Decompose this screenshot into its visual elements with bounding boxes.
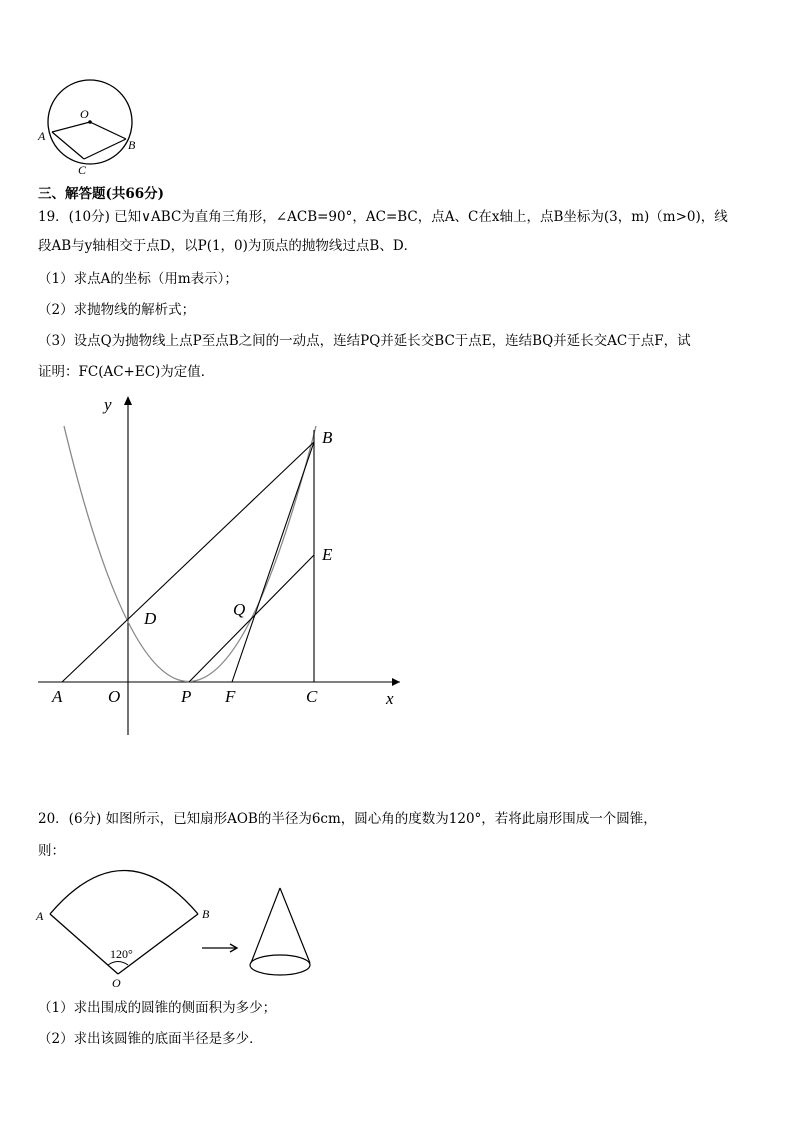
label-o: O [108, 687, 121, 706]
section-title: 三、解答题(共66分) [38, 186, 165, 202]
label-c: C [306, 687, 318, 706]
line-ab [62, 442, 314, 682]
label-y: y [104, 395, 112, 414]
label-b: B [202, 907, 210, 921]
q20-line2: 则： [38, 843, 65, 859]
parabola-curve [64, 426, 316, 682]
label-o: O [80, 107, 89, 121]
parabola-figure [30, 390, 410, 740]
angle-mark [108, 962, 128, 966]
label-p: P [181, 687, 192, 706]
segment-oa [52, 122, 90, 132]
label-f: F [225, 687, 236, 706]
center-dot [88, 120, 92, 124]
q19-line2: 段AB与y轴相交于点D，以P(1，0)为顶点的抛物线过点B、D． [38, 238, 418, 254]
label-a: A [38, 129, 46, 143]
label-b: B [322, 428, 333, 447]
q19-part1: （1）求点A的坐标（用m表示）； [38, 271, 238, 287]
label-e: E [322, 545, 333, 564]
q20-part2: （2）求出该圆锥的底面半径是多少． [38, 1031, 263, 1047]
q19-part3-line2: 证明：FC(AC+EC)为定值． [38, 364, 215, 380]
line-pe [189, 555, 314, 682]
cone-base [250, 955, 310, 975]
label-a: A [52, 687, 63, 706]
q20-part1: （1）求出围成的圆锥的侧面积为多少； [38, 1000, 277, 1016]
angle-label: 120° [110, 947, 133, 961]
sector-radius-ob [118, 914, 198, 974]
cone-right-edge [280, 888, 310, 963]
label-o: O [112, 976, 121, 990]
label-b: B [128, 138, 136, 152]
sector-cone-figure [30, 862, 350, 992]
q19-part2: （2）求抛物线的解析式； [38, 302, 196, 318]
circle-figure [30, 76, 150, 180]
q20-line1: 20．(6分) 如图所示，已知扇形AOB的半径为6cm，圆心角的度数为120°，若将此扇形围成一个圆锥， [38, 811, 657, 827]
segment-bc [84, 139, 126, 159]
label-q: Q [233, 600, 246, 619]
q19-line1: 19．(10分) 已知∨ABC为直角三角形，∠ACB=90°，AC=BC，点A、C在x轴上，点B坐标为(3，m)（m>0)，线 [38, 209, 728, 225]
cone-left-edge [251, 888, 280, 963]
segment-ac [52, 132, 84, 159]
x-axis-arrow-icon [392, 678, 400, 686]
y-axis-arrow-icon [124, 396, 132, 405]
label-x: x [386, 689, 394, 708]
label-c: C [78, 163, 87, 177]
label-a: A [36, 909, 44, 923]
q19-part3-line1: （3）设点Q为抛物线上点P至点B之间的一动点，连结PQ并延长交BC于点E，连结BQ并延长交AC于点F，试 [38, 333, 691, 349]
sector-radius-oa [50, 914, 118, 974]
sector-arc [50, 871, 198, 915]
segment-ob [90, 122, 126, 139]
label-d: D [144, 609, 157, 628]
line-bf [232, 442, 314, 682]
